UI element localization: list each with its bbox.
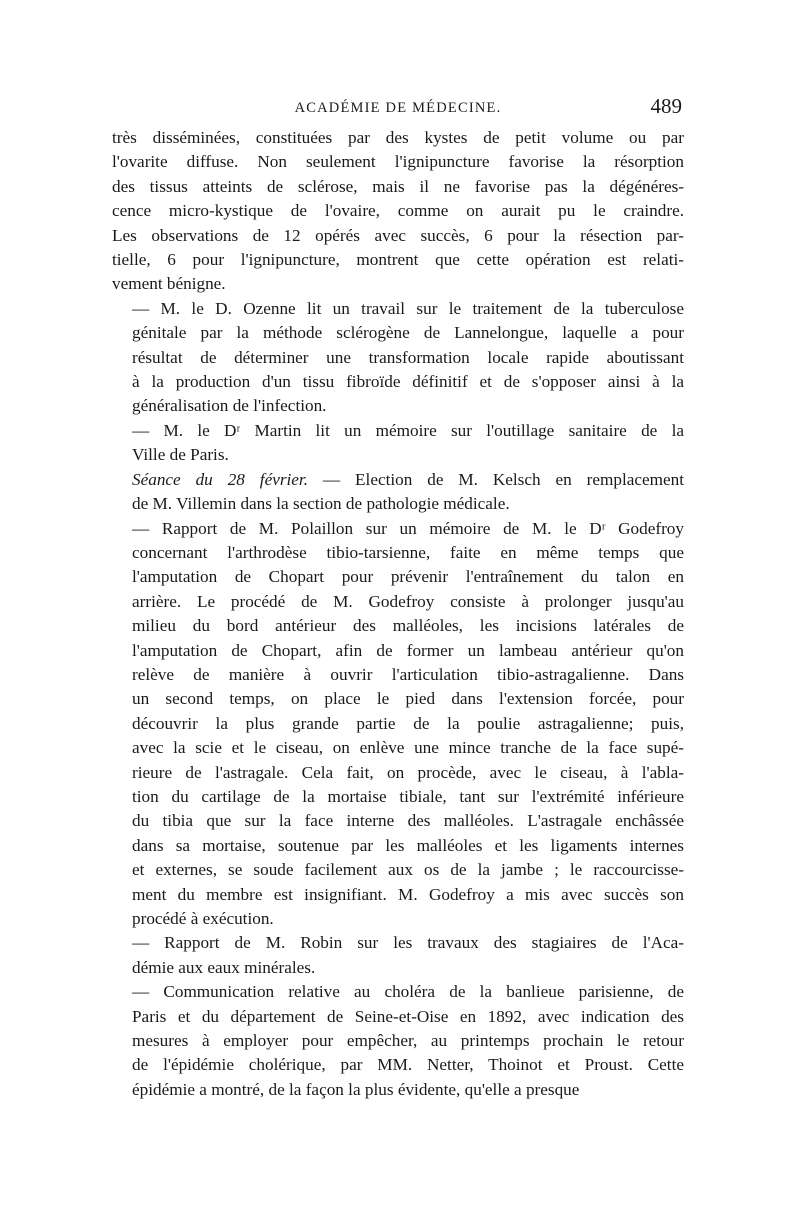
text-line: démie aux eaux minérales. bbox=[132, 957, 316, 977]
text-line: vement bénigne. bbox=[112, 274, 226, 294]
body-text bbox=[112, 126, 684, 1102]
text-line: l'ovarite diffuse. Non seulement l'ignipuncture favorise la résorption bbox=[112, 152, 684, 172]
text-line: avec la scie et le ciseau, on enlève une mince tranche de la face supé- bbox=[132, 738, 684, 758]
text-line: tion du cartilage de la mortaise tibiale, tant sur l'extrémité inférieure bbox=[132, 786, 684, 806]
document-page bbox=[112, 94, 684, 1102]
text-line: à la production d'un tissu fibroïde définitif et de s'opposer ainsi à la bbox=[132, 372, 684, 392]
paragraph bbox=[112, 297, 684, 419]
text-line: résultat de déterminer une transformation locale rapide aboutissant bbox=[132, 347, 684, 367]
text-line: — M. le Dʳ Martin lit un mémoire sur l'outillage sanitaire de la bbox=[132, 420, 684, 440]
text-line: Séance du 28 février. — Election de M. Kelsch en remplacement bbox=[132, 469, 684, 489]
text-line: cence micro-kystique de l'ovaire, comme on aurait pu le craindre. bbox=[112, 201, 684, 221]
text-line: arrière. Le procédé de M. Godefroy consiste à prolonger jusqu'au bbox=[132, 591, 684, 611]
text-line: très disséminées, constituées par des kystes de petit volume ou par bbox=[112, 128, 684, 147]
text-line: découvrir la plus grande partie de la poulie astragalienne; puis, bbox=[132, 713, 684, 733]
text-line: l'amputation de Chopart pour prévenir l'entraînement du talon en bbox=[132, 567, 684, 587]
text-line: du tibia que sur la face interne des malléoles. L'astragale enchâssée bbox=[132, 811, 684, 831]
text-line: Ville de Paris. bbox=[132, 445, 229, 465]
text-line: des tissus atteints de sclérose, mais il ne favorise pas la dégénéres- bbox=[112, 176, 684, 196]
text-line: — M. le D. Ozenne lit un travail sur le traitement de la tuberculose bbox=[132, 298, 684, 318]
text-line: l'amputation de Chopart, afin de former un lambeau antérieur qu'on bbox=[132, 640, 684, 660]
text-line: — Rapport de M. Robin sur les travaux des stagiaires de l'Aca- bbox=[132, 933, 684, 953]
text-line: Paris et du département de Seine-et-Oise en 1892, avec indication des bbox=[132, 1006, 684, 1026]
text-line: et externes, se soude facilement aux os de la jambe ; le raccourcisse- bbox=[132, 860, 684, 880]
paragraph bbox=[112, 517, 684, 932]
text-line: tielle, 6 pour l'ignipuncture, montrent que cette opération est relati- bbox=[112, 250, 684, 270]
paragraph bbox=[112, 980, 684, 1102]
paragraph bbox=[112, 468, 684, 517]
paragraph bbox=[112, 419, 684, 468]
text-line: ment du membre est insignifiant. M. Godefroy a mis avec succès son bbox=[132, 884, 684, 904]
text-line: un second temps, on place le pied dans l'extension forcée, pour bbox=[132, 689, 684, 709]
text-line: mesures à employer pour empêcher, au printemps prochain le retour bbox=[132, 1031, 684, 1051]
text-line: génitale par la méthode sclérogène de Lannelongue, laquelle a pour bbox=[132, 323, 684, 343]
text-line: relève de manière à ouvrir l'articulation tibio-astragalienne. Dans bbox=[132, 664, 684, 684]
running-head: ACADÉMIE DE MÉDECINE. bbox=[294, 100, 502, 116]
text-line: rieure de l'astragale. Cela fait, on procède, avec le ciseau, à l'abla- bbox=[132, 762, 684, 782]
paragraph bbox=[112, 931, 684, 980]
text-line: dans sa mortaise, soutenue par les malléoles et les ligaments internes bbox=[132, 835, 684, 855]
text-line: de l'épidémie cholérique, par MM. Netter, Thoinot et Proust. Cette bbox=[132, 1055, 684, 1075]
text-line: — Rapport de M. Polaillon sur un mémoire de M. le Dʳ Godefroy bbox=[132, 518, 684, 538]
text-line: Les observations de 12 opérés avec succès, 6 pour la résection par- bbox=[112, 225, 684, 245]
text-line: concernant l'arthrodèse tibio-tarsienne, faite en même temps que bbox=[132, 542, 684, 562]
text-line: épidémie a montré, de la façon la plus évidente, qu'elle a presque bbox=[132, 1079, 580, 1099]
page-number: 489 bbox=[650, 94, 682, 118]
text-line: — Communication relative au choléra de la banlieue parisienne, de bbox=[132, 982, 684, 1002]
paragraph bbox=[112, 126, 684, 297]
text-line: milieu du bord antérieur des malléoles, les incisions latérales de bbox=[132, 616, 684, 636]
text-line: généralisation de l'infection. bbox=[132, 396, 327, 416]
session-heading: Séance du 28 février. bbox=[132, 469, 309, 489]
text-line: procédé à exécution. bbox=[132, 909, 274, 928]
page-header bbox=[112, 94, 684, 124]
text-line: de M. Villemin dans la section de pathologie médicale. bbox=[132, 494, 510, 514]
